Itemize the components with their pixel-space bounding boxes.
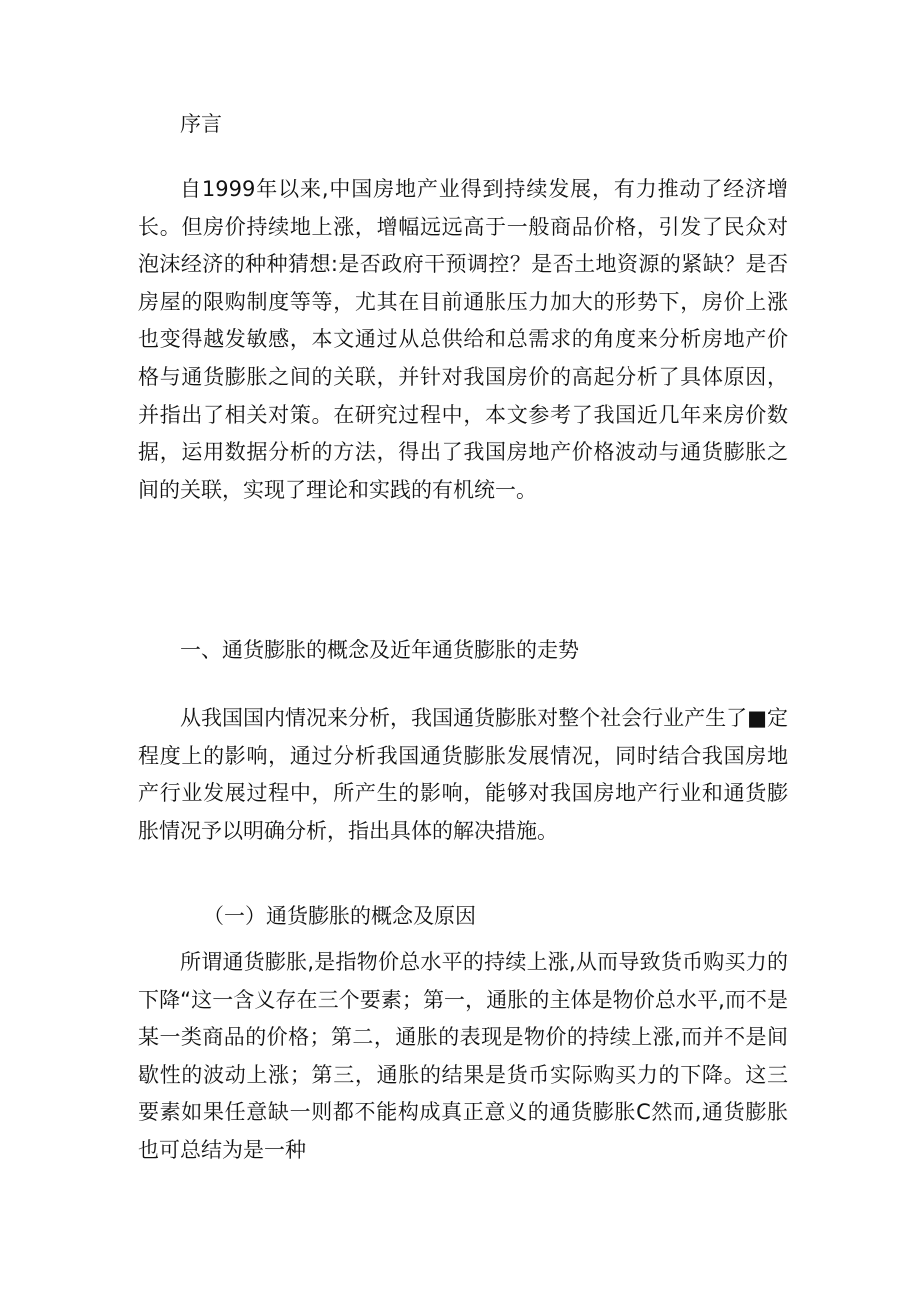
subsection-1-paragraph: 所谓通货膨胀,是指物价总水平的持续上涨,从而导致货币购买力的下降“这一含义存在三个要素；第一，通胀的主体是物价总水平,而不是某一类商品的价格；第二，通胀的表现是物价的持续上涨,而并不是间歇性的波动上涨；第三，通胀的结果是货币实际购买力的下降。这三要素如果任意缺一则都不能构成真正意义的通货膨胀C然而,通货膨胀也可总结为是一种 bbox=[138, 950, 788, 1162]
section-1-paragraph: 从我国国内情况来分析，我国通货膨胀对整个社会行业产生了■定程度上的影响，通过分析我国通货膨胀发展情况，同时结合我国房地产行业发展过程中，所产生的影响，能够对我国房地产行业和通货膨胀情况予以明确分析，指出具体的解决措施。 bbox=[138, 706, 788, 843]
section-1-title: 一、通货膨胀的概念及近年通货膨胀的走势 bbox=[180, 638, 579, 662]
preface-title: 序言 bbox=[180, 112, 222, 136]
preface-paragraph: 自1999年以来,中国房地产业得到持续发展，有力推动了经济增长。但房价持续地上涨，增幅远远高于一般商品价格，引发了民众对泡沫经济的种种猜想:是否政府干预调控？是否土地资源的紧缺？是否房屋的限购制度等等，尤其在目前通胀压力加大的形势下，房价上涨也变得越发敏感，本文通过从总供给和总需求的角度来分析房地产价格与通货膨胀之间的关联，并针对我国房价的高起分析了具体原因，并指出了相关对策。在研究过程中，本文参考了我国近几年来房价数据，运用数据分析的方法，得出了我国房地产价格波动与通货膨胀之间的关联，实现了理论和实践的有机统一。 bbox=[138, 177, 788, 502]
subsection-1-title: （一）通货膨胀的概念及原因 bbox=[203, 904, 476, 928]
